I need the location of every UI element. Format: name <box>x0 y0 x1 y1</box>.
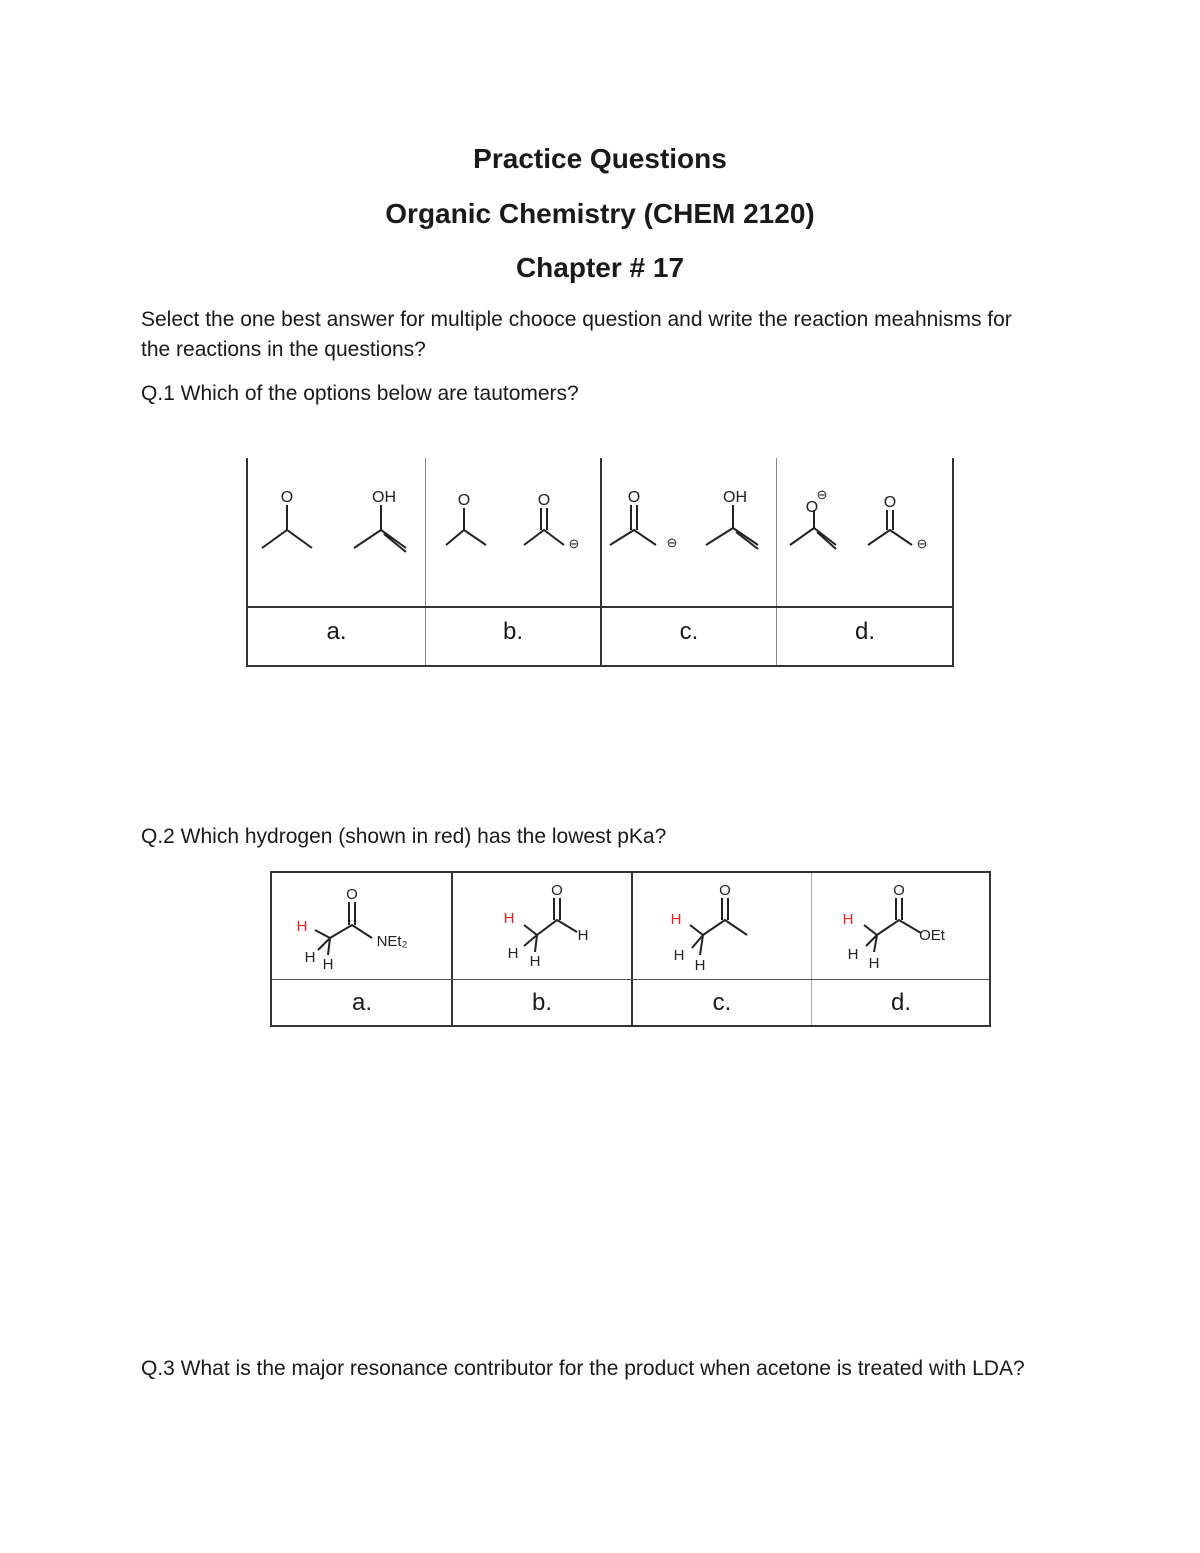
q2-a-h-red: H <box>296 918 308 935</box>
q2-a-amide: NEt₂ <box>376 933 408 950</box>
q2-option-c[interactable]: c. <box>712 989 732 1016</box>
q1-c-o-label: O <box>627 489 641 506</box>
q1-option-b[interactable]: b. <box>502 618 523 645</box>
q1-d-minus: ⊖ <box>816 487 828 502</box>
q1-d-o2-label: O <box>883 494 897 511</box>
q1-option-a[interactable]: a. <box>326 618 347 645</box>
q1-b-minus: ⊖ <box>568 536 580 551</box>
q1-b-o-label: O <box>457 492 471 509</box>
q1-a-oh-label: OH <box>372 489 396 506</box>
instructions: Select the one best answer for multiple chooce question and write the reaction meahnisms for the reactions in the questions? <box>141 308 1012 361</box>
q2-c-h3: H <box>694 957 706 974</box>
chapter-title: Chapter # 17 <box>515 252 685 283</box>
q1-option-d[interactable]: d. <box>854 618 875 645</box>
q2-d-h-red: H <box>842 911 854 928</box>
q2-a-h2: H <box>304 949 316 966</box>
q1-d-minus2: ⊖ <box>916 536 928 551</box>
q2-option-a[interactable]: a. <box>351 989 372 1016</box>
q2-b-o: O <box>551 882 563 899</box>
q2-option-b[interactable]: b. <box>531 989 552 1016</box>
question-3: Q.3 What is the major resonance contributor for the product when acetone is treated with LDA? <box>141 1357 1025 1380</box>
q1-b-o2-label: O <box>537 492 551 509</box>
q2-a-o: O <box>346 886 358 903</box>
q1-c-oh-label: OH <box>723 489 747 506</box>
q2-b-h2: H <box>507 945 519 962</box>
q2-d-o: O <box>893 882 905 899</box>
q2-d-h2: H <box>847 946 859 963</box>
course-title: Organic Chemistry (CHEM 2120) <box>385 198 815 229</box>
q2-c-h2: H <box>673 947 685 964</box>
q1-option-c[interactable]: c. <box>679 618 699 645</box>
q2-b-h-ald: H <box>577 927 589 944</box>
q1-d-o-label: O <box>805 499 819 516</box>
question-1: Q.1 Which of the options below are tautomers? <box>141 382 579 405</box>
q2-c-o: O <box>719 882 731 899</box>
question-2: Q.2 Which hydrogen (shown in red) has the lowest pKa? <box>141 825 667 848</box>
q2-a-h3: H <box>322 956 334 973</box>
q2-c-h-red: H <box>670 911 682 928</box>
q2-d-ester: OEt <box>919 927 945 944</box>
q2-b-h3: H <box>529 953 541 970</box>
q1-c-minus: ⊖ <box>666 535 678 550</box>
q2-d-h3: H <box>868 955 880 972</box>
q2-b-h-red: H <box>503 910 515 927</box>
page-title: Practice Questions <box>473 143 727 174</box>
q1-a-o-label: O <box>280 489 294 506</box>
q2-option-d[interactable]: d. <box>890 989 911 1016</box>
